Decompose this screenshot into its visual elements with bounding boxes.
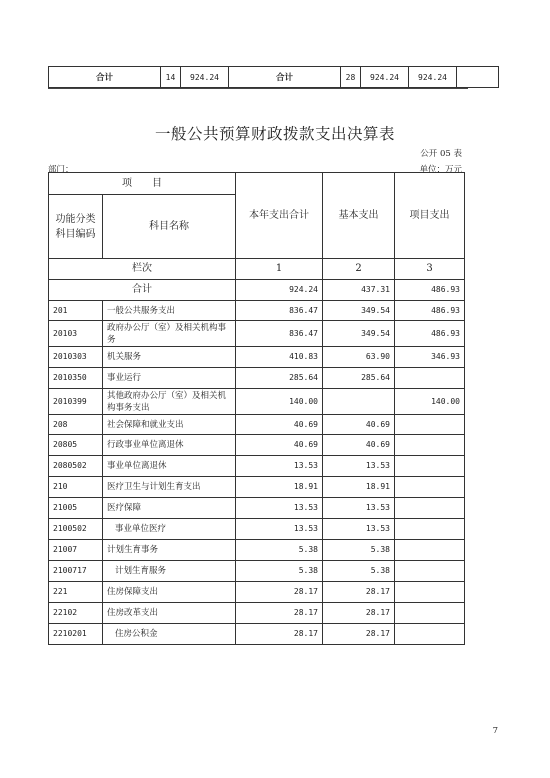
table-row <box>49 477 465 498</box>
row-project <box>395 477 465 498</box>
table-row <box>49 435 465 456</box>
table-row <box>49 624 465 645</box>
row-total: 5.38 <box>236 561 323 582</box>
table-row <box>49 389 465 415</box>
summary-label-right: 合计 <box>229 67 341 88</box>
header-basic: 基本支出 <box>323 173 395 259</box>
row-total: 40.69 <box>236 415 323 435</box>
table-row <box>49 415 465 435</box>
row-project: 346.93 <box>395 347 465 368</box>
row-total: 28.17 <box>236 582 323 603</box>
header-code: 功能分类科目编码 <box>49 195 103 259</box>
row-code: 21005 <box>49 498 103 519</box>
row-code: 2100717 <box>49 561 103 582</box>
total-project: 486.93 <box>395 280 465 301</box>
row-name: 事业单位医疗 <box>103 519 236 540</box>
column-index-label: 栏次 <box>49 259 236 280</box>
row-basic: 285.64 <box>323 368 395 389</box>
total-label: 合计 <box>49 280 236 301</box>
summary-amount-left: 924.24 <box>181 67 229 88</box>
row-name: 事业运行 <box>103 368 236 389</box>
row-project: 140.00 <box>395 389 465 415</box>
row-code: 208 <box>49 415 103 435</box>
row-project <box>395 368 465 389</box>
row-code: 2210201 <box>49 624 103 645</box>
table-row <box>49 347 465 368</box>
row-project <box>395 415 465 435</box>
row-project <box>395 540 465 561</box>
row-code: 2010399 <box>49 389 103 415</box>
row-total: 836.47 <box>236 301 323 321</box>
row-project <box>395 624 465 645</box>
header-name: 科目名称 <box>103 195 236 259</box>
table-row <box>49 301 465 321</box>
column-index-2: 2 <box>323 259 395 280</box>
row-total: 836.47 <box>236 321 323 347</box>
table-row <box>49 561 465 582</box>
row-code: 20103 <box>49 321 103 347</box>
column-index-1: 1 <box>236 259 323 280</box>
table-row <box>49 498 465 519</box>
row-total: 28.17 <box>236 603 323 624</box>
row-code: 210 <box>49 477 103 498</box>
row-total: 18.91 <box>236 477 323 498</box>
row-name: 事业单位离退休 <box>103 456 236 477</box>
row-code: 22102 <box>49 603 103 624</box>
summary-row <box>49 67 499 88</box>
row-total: 28.17 <box>236 624 323 645</box>
total-amount: 924.24 <box>236 280 323 301</box>
summary-amount-right-1: 924.24 <box>361 67 409 88</box>
header-project: 项 目 <box>49 173 236 195</box>
table-row <box>49 603 465 624</box>
total-basic: 437.31 <box>323 280 395 301</box>
page-number: 7 <box>492 726 498 736</box>
row-total: 13.53 <box>236 456 323 477</box>
table-row <box>49 519 465 540</box>
row-name: 其他政府办公厅（室）及相关机构事务支出 <box>103 389 236 415</box>
row-basic <box>323 389 395 415</box>
row-basic: 40.69 <box>323 435 395 456</box>
row-project <box>395 498 465 519</box>
row-project <box>395 519 465 540</box>
header-project-exp: 项目支出 <box>395 173 465 259</box>
row-code: 2010303 <box>49 347 103 368</box>
unit-label: 单位：万元 <box>419 165 462 175</box>
row-project <box>395 435 465 456</box>
table-row <box>49 582 465 603</box>
row-name: 住房保障支出 <box>103 582 236 603</box>
row-code: 201 <box>49 301 103 321</box>
summary-amount-right-2: 924.24 <box>409 67 457 88</box>
row-basic: 349.54 <box>323 321 395 347</box>
row-basic: 5.38 <box>323 561 395 582</box>
row-project: 486.93 <box>395 321 465 347</box>
row-basic: 63.90 <box>323 347 395 368</box>
row-basic: 349.54 <box>323 301 395 321</box>
column-index-row <box>49 259 465 280</box>
row-name: 一般公共服务支出 <box>103 301 236 321</box>
row-project <box>395 582 465 603</box>
row-project <box>395 603 465 624</box>
table-row <box>49 456 465 477</box>
row-project <box>395 456 465 477</box>
row-total: 13.53 <box>236 519 323 540</box>
row-name: 机关服务 <box>103 347 236 368</box>
row-basic: 40.69 <box>323 415 395 435</box>
summary-empty-cell <box>457 67 499 88</box>
department-label: 部门： <box>48 165 74 175</box>
column-index-3: 3 <box>395 259 465 280</box>
header-total: 本年支出合计 <box>236 173 323 259</box>
summary-label-left: 合计 <box>49 67 161 88</box>
row-name: 医疗卫生与计划生育支出 <box>103 477 236 498</box>
table-row <box>49 540 465 561</box>
row-basic: 13.53 <box>323 519 395 540</box>
table-row <box>49 321 465 347</box>
total-row <box>49 280 465 301</box>
row-basic: 13.53 <box>323 498 395 519</box>
row-code: 2010350 <box>49 368 103 389</box>
header-row-project <box>49 173 465 195</box>
row-name: 政府办公厅（室）及相关机构事务 <box>103 321 236 347</box>
row-name: 住房改革支出 <box>103 603 236 624</box>
summary-count-left: 14 <box>161 67 181 88</box>
row-basic: 28.17 <box>323 603 395 624</box>
expenditure-table <box>48 172 465 645</box>
row-total: 40.69 <box>236 435 323 456</box>
summary-count-right: 28 <box>341 67 361 88</box>
divider-line <box>48 88 468 89</box>
row-basic: 18.91 <box>323 477 395 498</box>
row-total: 285.64 <box>236 368 323 389</box>
row-name: 住房公积金 <box>103 624 236 645</box>
row-basic: 13.53 <box>323 456 395 477</box>
row-total: 13.53 <box>236 498 323 519</box>
row-total: 5.38 <box>236 540 323 561</box>
row-name: 医疗保障 <box>103 498 236 519</box>
row-name: 计划生育服务 <box>103 561 236 582</box>
row-project <box>395 561 465 582</box>
summary-strip <box>48 66 499 88</box>
row-name: 行政事业单位离退休 <box>103 435 236 456</box>
row-total: 140.00 <box>236 389 323 415</box>
row-code: 2080502 <box>49 456 103 477</box>
row-project: 486.93 <box>395 301 465 321</box>
row-basic: 28.17 <box>323 624 395 645</box>
page-title: 一般公共预算财政拨款支出决算表 <box>154 125 395 143</box>
row-code: 221 <box>49 582 103 603</box>
row-name: 社会保障和就业支出 <box>103 415 236 435</box>
row-code: 20805 <box>49 435 103 456</box>
row-basic: 5.38 <box>323 540 395 561</box>
row-name: 计划生育事务 <box>103 540 236 561</box>
table-row <box>49 368 465 389</box>
row-code: 21007 <box>49 540 103 561</box>
row-basic: 28.17 <box>323 582 395 603</box>
form-number: 公开 05 表 <box>420 149 462 159</box>
row-total: 410.83 <box>236 347 323 368</box>
row-code: 2100502 <box>49 519 103 540</box>
